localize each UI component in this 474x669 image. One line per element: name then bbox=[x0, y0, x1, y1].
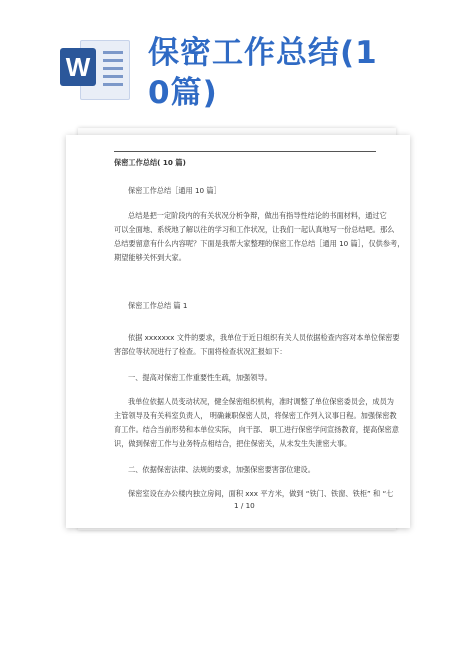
bottom-whitespace bbox=[0, 560, 474, 669]
doc-line-7: 依据 xxxxxxx 文件的要求，我单位于近日组织有关人员依据检查内容对本单位保密要 bbox=[128, 333, 400, 342]
subheading-1: 一、提高对保密工作重要性生疏，加强领导。 bbox=[128, 373, 272, 382]
banner-title-line-1: 保密工作总结(1 bbox=[148, 35, 378, 71]
document-page bbox=[66, 135, 410, 528]
doc-line-12: 育工作。结合当前形势和本单位实际， 向干部、 职工进行保密学问宣扬教育，提高保密意 bbox=[114, 425, 399, 434]
doc-line-13: 识，做到保密工作与业务特点相结合，把住保密关，从未发生失泄密大事。 bbox=[114, 439, 352, 448]
top-banner bbox=[0, 0, 474, 120]
doc-line-5: 期望能够关怀到大家。 bbox=[114, 253, 186, 262]
header-rule bbox=[114, 151, 376, 152]
banner-title-line-2: 0篇) bbox=[148, 75, 218, 111]
document-title: 保密工作总结( 10 篇) bbox=[114, 158, 186, 167]
subheading-2: 二、依据保密法律、法规的要求，加强保密要害部位建设。 bbox=[128, 465, 315, 474]
doc-line-4: 总结要留意有什么内容呢？下面是我帮大家整理的保密工作总结［通用 10 篇］，仅供参考， bbox=[114, 239, 405, 248]
doc-line-2: 总结是把一定阶段内的有关状况分析争辩，做出有指导性结论的书面材料，通过它 bbox=[128, 211, 387, 220]
doc-line-8: 害部位等状况进行了检查。下面将检查状况汇报如下： bbox=[114, 347, 287, 356]
doc-line-1: 保密工作总结［通用 10 篇］ bbox=[128, 186, 221, 195]
word-doc-icon bbox=[60, 38, 130, 100]
doc-line-3: 可以全面地、系统地了解以往的学习和工作状况，让我们一起认真地写一份总结吧。那么 bbox=[114, 225, 395, 234]
doc-line-10: 我单位依据人员变动状况，健全保密组织机构，准时调整了单位保密委员会，成员为 bbox=[128, 397, 394, 406]
doc-line-15: 保密室设在办公楼内独立房间，面积 xxx 平方米，做到 “铁门、铁窗、铁柜” 和 “七 bbox=[128, 489, 394, 498]
section-heading-1: 保密工作总结 篇 1 bbox=[128, 301, 188, 310]
doc-line-11: 主管领导及有关科室负责人， 明确兼职保密人员，将保密工作列入议事日程。加强保密教 bbox=[114, 411, 397, 420]
banner-title bbox=[148, 33, 448, 113]
page-number: 1 / 10 bbox=[234, 501, 255, 510]
word-letter-badge: W bbox=[60, 48, 96, 86]
